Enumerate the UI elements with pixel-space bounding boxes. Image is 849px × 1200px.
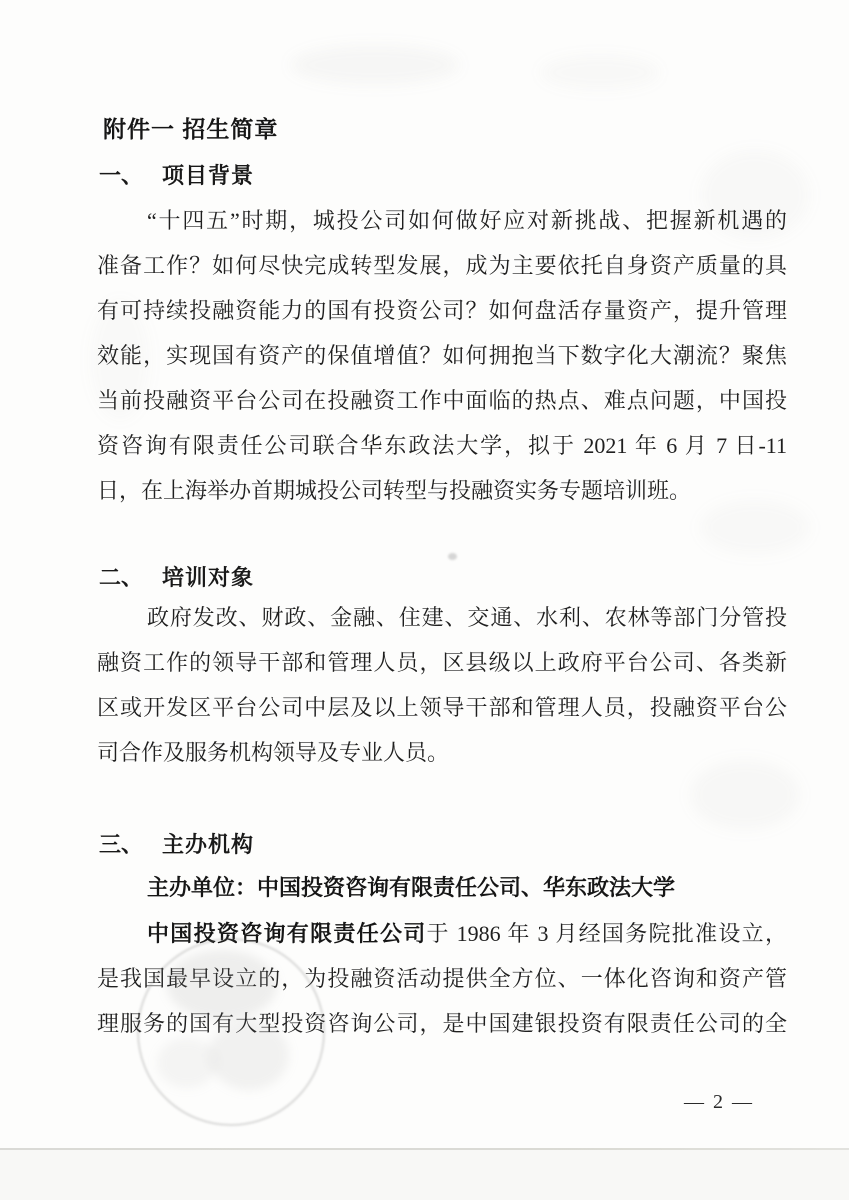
text-line: 区或开发区平台公司中层及以上领导干部和管理人员，投融资平台公 — [97, 695, 787, 720]
scan-speck — [448, 553, 457, 560]
stamp-ink-blob — [157, 1038, 217, 1088]
official-stamp-mark — [137, 938, 325, 1126]
section-heading-3 — [99, 828, 254, 859]
section-heading-1 — [99, 159, 254, 190]
section-number: 一、 — [99, 163, 144, 188]
page-number: — 2 — — [684, 1091, 754, 1113]
bleed-through-smudge — [290, 45, 460, 85]
text-line: 准备工作？如何尽快完成转型发展，成为主要依托自身资产质量的具 — [97, 253, 787, 278]
section-heading-2 — [99, 561, 254, 592]
stamp-ink-blob — [209, 1020, 289, 1090]
bleed-through-smudge — [540, 55, 660, 90]
stamp-ink-blob — [167, 950, 277, 1020]
attachment-title: 附件一 招生简章 — [103, 116, 279, 142]
text-line: 当前投融资平台公司在投融资工作中面临的热点、难点问题，中国投 — [97, 388, 787, 413]
text-line: 司合作及服务机构领导及专业人员。 — [97, 740, 450, 765]
text-line: 理服务的国有大型投资咨询公司，是中国建银投资有限责任公司的全 — [97, 1011, 787, 1036]
text-line: 日，在上海举办首期城投公司转型与投融资实务专题培训班。 — [97, 478, 692, 503]
text-line: 资咨询有限责任公司联合华东政法大学，拟于 2021 年 6 月 7 日-11 — [97, 433, 787, 458]
intro-rest-text: 于 1986 年 3 月经国务院批准设立， — [426, 921, 787, 946]
text-line: 效能，实现国有资产的保值增值？如何拥抱当下数字化大潮流？聚焦 — [97, 343, 787, 368]
section-title: 培训对象 — [162, 565, 255, 590]
company-name-bold: 中国投资咨询有限责任公司 — [147, 921, 427, 946]
text-line: 融资工作的领导干部和管理人员，区县级以上政府平台公司、各类新 — [97, 650, 787, 675]
section-title: 主办机构 — [162, 832, 255, 857]
text-line: “十四五”时期，城投公司如何做好应对新挑战、把握新机遇的 — [147, 208, 787, 233]
section-number: 二、 — [99, 565, 144, 590]
section-title: 项目背景 — [162, 163, 255, 188]
section-number: 三、 — [99, 832, 144, 857]
paragraph-project-background — [97, 198, 787, 513]
paragraph-training-audience — [97, 595, 787, 775]
text-line: 有可持续投融资能力的国有投资公司？如何盘活存量资产，提升管理 — [97, 298, 787, 323]
scan-bottom-strip — [0, 1150, 849, 1200]
organizer-line: 主办单位：中国投资咨询有限责任公司、华东政法大学 — [147, 875, 676, 900]
text-line: 政府发改、财政、金融、住建、交通、水利、农林等部门分管投 — [147, 605, 787, 630]
text-line: 是我国最早设立的，为投融资活动提供全方位、一体化咨询和资产管 — [97, 966, 787, 991]
